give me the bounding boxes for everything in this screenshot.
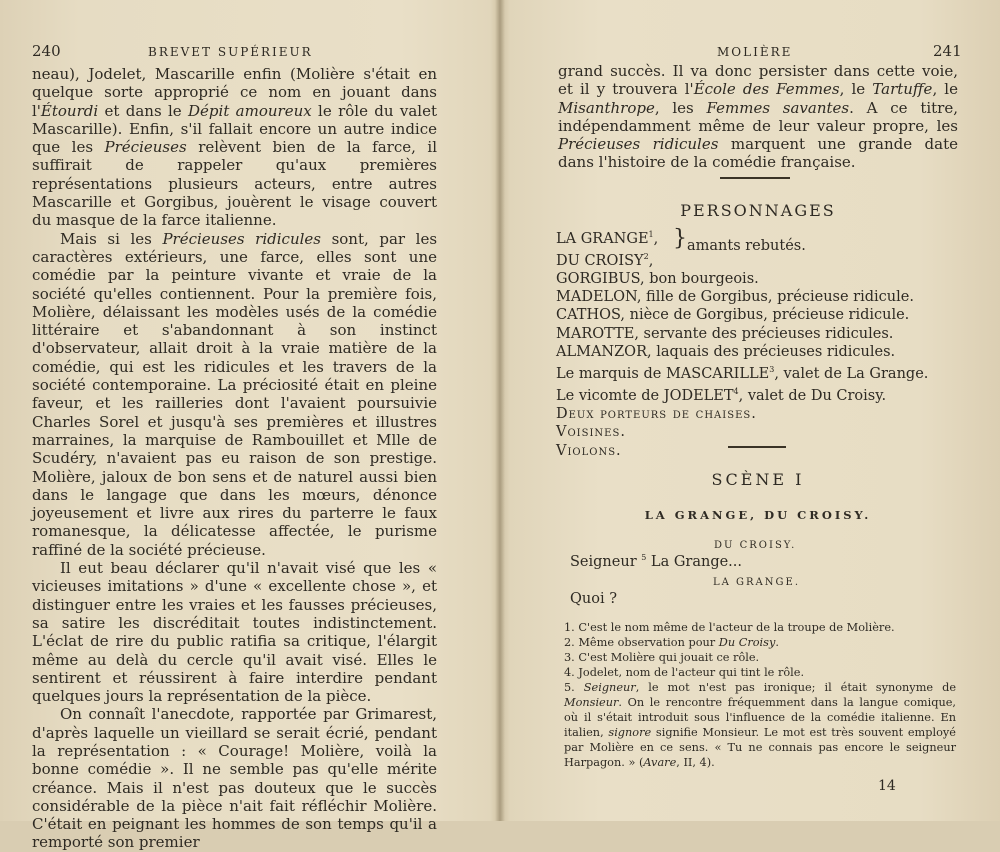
- right-page-number: 241: [933, 42, 962, 60]
- left-paragraph-italic: Dépit amoureux: [188, 101, 312, 120]
- left-paragraph-run: Il eut beau déclarer qu'il n'avait visé que les « vicieuses imitations » d'une « excellente chose », et distinguer entre les vraies et les fausses précieuses, sa satire les discréditait toutes indistinctement. L'éclat de rire du public ratifia sa critique, l'élargit même au delà du cercle qu'il avait visé. Elles le sentirent et réussirent à faire interdire pendant quelques jours la représentation de la pièce.: [32, 559, 437, 706]
- footnote-run: , II, 4).: [676, 756, 715, 769]
- footnote-run: 3. C'est Molière qui jouait ce rôle.: [564, 651, 760, 664]
- right-intro-italic: Femmes savantes: [706, 98, 850, 117]
- footnote-italic: Du Croisy: [718, 636, 776, 649]
- speech-la-grange: Quoi ?: [570, 591, 617, 607]
- footnote-run: 2. Même observation pour: [564, 636, 719, 649]
- right-intro-run: , le: [839, 80, 873, 99]
- footnote-run: 5.: [564, 681, 584, 694]
- cast-heading: PERSONNAGES: [680, 201, 836, 220]
- cast-entry-extra: Violons.: [556, 442, 622, 459]
- section-rule-2: [728, 446, 786, 448]
- left-page-number: 240: [32, 42, 61, 60]
- left-paragraph: [32, 705, 437, 851]
- footnote: [564, 650, 956, 665]
- footnote-italic: signore: [608, 726, 652, 739]
- cast-entry: GORGIBUS, bon bourgeois.: [556, 271, 759, 288]
- right-intro-run: grand succès. Il va donc persister dans cette voie, et il y trouvera l': [558, 62, 958, 99]
- cast-entry-extra: Voisines.: [556, 424, 626, 441]
- left-paragraph-italic: Précieuses ridicules: [162, 229, 321, 248]
- left-paragraph-run: et dans le: [98, 101, 189, 120]
- footnote-run: . On le rencontre fréquemment dans la langue comique, où il s'était introduit sous l'influence de la comédie italienne. En italien,: [564, 696, 956, 739]
- right-intro-run: . A ce titre, indépendamment même de leur valeur propre, les: [558, 98, 958, 135]
- cast-entry: LA GRANGE$^1$,: [556, 230, 659, 247]
- footnote-italic: Monsieur: [564, 696, 619, 709]
- left-paragraph-run: le rôle du valet Mascarille). Enfin, s'il fallait encore un autre indice que les: [32, 101, 438, 157]
- scene-characters: LA GRANGE, DU CROISY.: [644, 508, 872, 522]
- right-running-head: MOLIÈRE: [717, 45, 793, 59]
- speech-du-croisy: Seigneur $^5$ La Grange...: [570, 553, 743, 570]
- left-body-text: [32, 65, 437, 852]
- right-page: [502, 0, 1000, 821]
- left-paragraph: [32, 559, 437, 705]
- right-intro-italic: Misanthrope: [558, 98, 655, 117]
- right-intro-run: marquent une grande date dans l'histoire de la comédie française.: [558, 135, 959, 172]
- left-page: [0, 0, 498, 852]
- signature-mark: 14: [878, 778, 896, 794]
- footnote-italic: Seigneur: [583, 681, 636, 694]
- scene-heading: SCÈNE I: [711, 470, 805, 489]
- left-paragraph-run: neau), Jodelet, Mascarille enfin (Molière s'était en quelque sorte approprié ce nom en jouant dans l': [32, 65, 437, 120]
- left-paragraph: [32, 230, 437, 559]
- cast-brace: }: [673, 226, 687, 251]
- speaker-la-grange: LA GRANGE.: [713, 577, 800, 588]
- right-intro-italic: École des Femmes: [693, 80, 840, 99]
- footnote-run: 1. C'est le nom même de l'acteur de la troupe de Molière.: [564, 621, 895, 634]
- left-paragraph-run: relèvent bien de la farce, il suffirait de rappeler qu'aux premières représentations plusieurs acteurs, entre autres Mascarille et Gorgibus, jouèrent le visage couvert du masque de la farce italienne.: [32, 138, 437, 230]
- cast-entry: Le vicomte de JODELET$^4$, valet de Du Croisy.: [556, 387, 887, 404]
- footnote-run: .: [775, 636, 779, 649]
- cast-entry-extra: Deux porteurs de chaises.: [556, 406, 757, 423]
- footnote-run: 4. Jodelet, nom de l'acteur qui tint le rôle.: [564, 666, 805, 679]
- footnote: [564, 680, 956, 770]
- cast-entry: MADELON, fille de Gorgibus, précieuse ridicule.: [556, 289, 914, 306]
- cast-entry: CATHOS, nièce de Gorgibus, précieuse ridicule.: [556, 307, 910, 324]
- cast-entry: MAROTTE, servante des précieuses ridicules.: [556, 325, 894, 342]
- footnote: [564, 635, 956, 650]
- footnotes: [564, 620, 956, 770]
- cast-entry: ALMANZOR, laquais des précieuses ridicules.: [556, 343, 896, 360]
- footnote: [564, 620, 956, 635]
- right-intro-run: , le: [932, 80, 958, 99]
- right-intro-italic: Précieuses ridicules: [558, 135, 719, 154]
- cast-entry: DU CROISY$^2$,: [556, 252, 654, 269]
- cast-brace-text: amants rebutés.: [687, 238, 806, 254]
- section-rule-1: [720, 177, 790, 179]
- left-paragraph-italic: Étourdi: [40, 101, 99, 120]
- left-paragraph-run: sont, par les caractères extérieurs, une farce, elles sont une comédie par la peinture vivante et vraie de la société qu'elles contiennent. Pour la première fois, Molière, délaissant les modèles usés de la comédie littéraire et s'abandonnant à son instinct d'observateur, allait droit à la vraie matière de la comédie, qui est les ridicules et les travers de la société contemporaine. La préciosité était en pleine faveur, et les railleries dont l'avaient poursuivie Charles Sorel et jusqu'à ses premières et illustres marraines, la marquise de Rambouillet et Mlle de Scudéry, n'avaient pas eu raison de son prestige. Molière, jaloux de bon sens et de naturel aussi bien dans le langage que dans les mœurs, dénonce joyeusement et livre aux rires du parterre le faux romanesque, la délicatesse affectée, le purisme raffiné de la société précieuse.: [32, 229, 438, 559]
- left-paragraph-italic: Précieuses: [104, 138, 187, 157]
- left-paragraph-run: On connaît l'anecdote, rapportée par Grimarest, d'après laquelle un vieillard se serait écrié, pendant la représentation : « Courage! Molière, voilà la bonne comédie ». Il ne semble pas qu'elle mérite créance. Mais il n'est pas douteux que le succès considérable de la pièce n'ait fait réfléchir Molière. C'était en peignant les hommes de son temps qu'il a remporté son premier: [32, 705, 437, 852]
- left-running-head: BREVET SUPÉRIEUR: [148, 45, 313, 59]
- left-paragraph-run: Mais si les: [60, 229, 163, 248]
- footnote-italic: Avare: [643, 756, 677, 769]
- speaker-du-croisy: DU CROISY.: [714, 540, 797, 551]
- right-intro-run: , les: [654, 98, 707, 117]
- footnote: [564, 665, 956, 680]
- right-intro-text: [558, 62, 958, 172]
- cast-list: [556, 226, 966, 460]
- right-intro-italic: Tartuffe: [872, 80, 933, 99]
- footnote-run: , le mot n'est pas ironique; il était synonyme de: [635, 681, 957, 694]
- left-paragraph: [32, 65, 437, 230]
- right-intro-paragraph: [558, 62, 958, 172]
- footnote-run: signifie Monsieur. Le mot est très souvent employé par Molière en ce sens. « Tu ne connais pas encore le seigneur Harpagon. » (: [564, 726, 956, 769]
- cast-entry: Le marquis de MASCARILLE$^3$, valet de La Grange.: [556, 365, 929, 382]
